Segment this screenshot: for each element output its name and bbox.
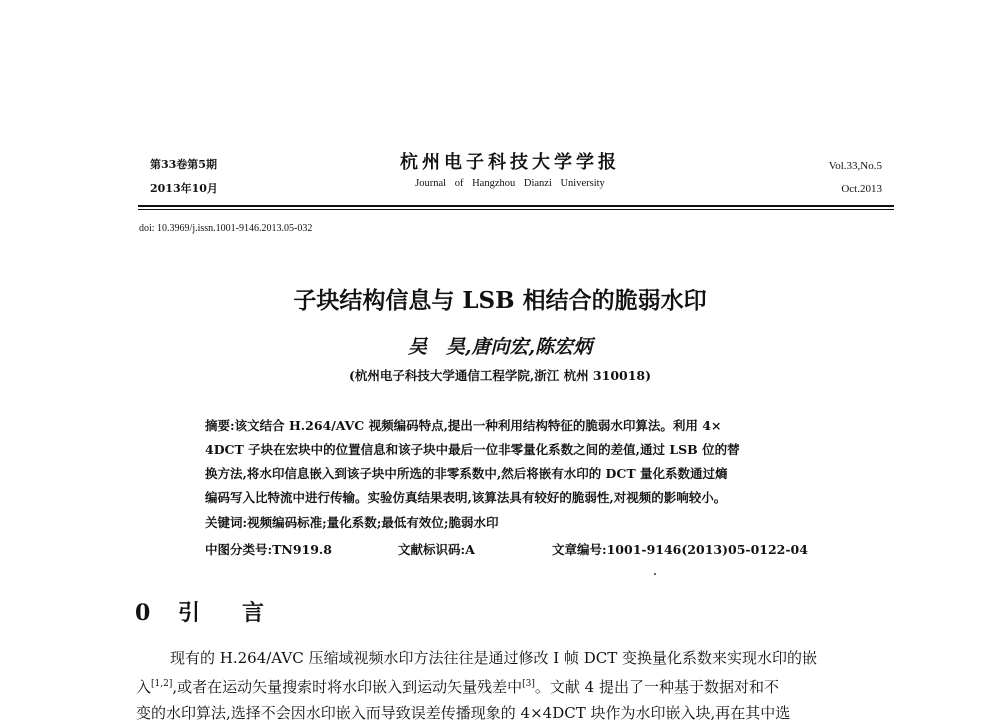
citation: [3]	[522, 679, 535, 689]
scan-speck	[654, 573, 656, 575]
body-fragment: 入	[136, 678, 152, 696]
affiliation: (杭州电子科技大学通信工程学院,浙江 杭州 310018)	[348, 368, 652, 383]
abstract-line: 4DCT 子块在宏块中的位置信息和该子块中最后一位非零量化系数之间的差值,通过 LSB 位的替	[205, 442, 740, 457]
date-en: Oct.2013	[841, 183, 882, 195]
document-code: 文献标识码:A	[398, 542, 475, 557]
abstract	[205, 414, 835, 510]
keywords: 关键词:视频编码标准;量化系数;最低有效位;脆弱水印	[205, 515, 499, 530]
section-number: 0	[135, 600, 161, 626]
section-heading	[135, 596, 274, 627]
abstract-line: 摘要:该文结合 H.264/AVC 视频编码特点,提出一种利用结构特征的脆弱水印算法。利用 4×	[205, 418, 722, 433]
body-fragment: 。文献 4 提出了一种基于数据对和不	[534, 678, 779, 696]
body-line: 现有的 H.264/AVC 压缩域视频水印方法往往是通过修改 I 帧 DCT 变换量化系数来实现水印的嵌	[170, 649, 817, 667]
journal-issue-cn	[150, 153, 218, 201]
journal-issue-en	[829, 155, 882, 201]
date-cn: 2013年10月	[150, 182, 218, 195]
body-line: 变的水印算法,选择不会因水印嵌入而导致误差传播现象的 4×4DCT 块作为水印嵌入块,再在其中选	[136, 704, 791, 722]
doi: doi: 10.3969/j.issn.1001-9146.2013.05-032	[139, 223, 313, 234]
journal-masthead	[350, 151, 670, 189]
body-text	[136, 645, 896, 726]
header-rule-thin	[138, 209, 894, 210]
article-number: 文章编号:1001-9146(2013)05-0122-04	[552, 542, 808, 557]
body-line	[136, 671, 896, 700]
abstract-line: 编码写入比特流中进行传输。实验仿真结果表明,该算法具有较好的脆弱性,对视频的影响较小。	[205, 490, 727, 505]
body-fragment: ,或者在运动矢量搜索时将水印嵌入到运动矢量残差中	[172, 678, 523, 696]
journal-name-cn: 杭州电子科技大学学报	[400, 152, 620, 173]
journal-name-en: Journal of Hangzhou Dianzi University	[415, 178, 605, 189]
volume-issue-en: Vol.33,No.5	[828, 160, 882, 172]
paper-title: 子块结构信息与 LSB 相结合的脆弱水印	[293, 287, 707, 314]
authors: 吴 昊,唐向宏,陈宏炳	[407, 336, 593, 358]
volume-issue-cn: 第33卷第5期	[150, 158, 217, 171]
abstract-line: 换方法,将水印信息嵌入到该子块中所选的非零系数中,然后将嵌有水印的 DCT 量化系数通过熵	[205, 466, 728, 481]
header-rule-thick	[138, 205, 894, 207]
citation: [1,2]	[151, 679, 173, 689]
section-title: 引 言	[177, 600, 274, 626]
clc-number: 中图分类号:TN919.8	[205, 542, 332, 557]
